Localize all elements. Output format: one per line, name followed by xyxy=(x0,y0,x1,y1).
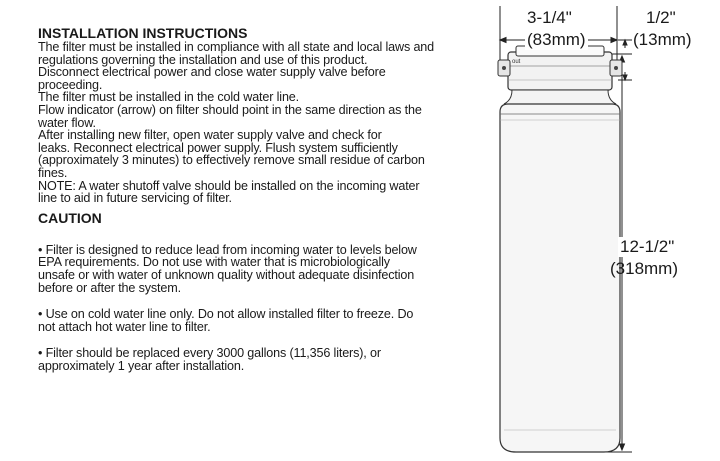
instruction-line: (approximately 3 minutes) to effectively remove small residue of carbon xyxy=(38,153,425,168)
instruction-line: proceeding. xyxy=(38,77,103,92)
instruction-line: Flow indicator (arrow) on filter should point in the same direction as the xyxy=(38,102,422,117)
installation-title: INSTALLATION INSTRUCTIONS xyxy=(38,25,248,41)
instruction-line: leaks. Reconnect electrical power supply. Flush system sufficiently xyxy=(38,140,398,155)
width-inches: 3-1/4" xyxy=(527,8,572,27)
caution-line: before or after the system. xyxy=(38,280,181,295)
height-mm: (318mm) xyxy=(610,259,679,278)
caution-line: • Filter is designed to reduce lead from incoming water to levels below xyxy=(38,242,417,257)
filter-head xyxy=(498,46,622,90)
caution-line: • Use on cold water line only. Do not allow installed filter to freeze. Do xyxy=(38,307,414,322)
caution-line: EPA requirements. Do not use with water that is microbiologically xyxy=(38,255,390,270)
caution-line: unsafe or with water of unknown quality without adequate disinfection xyxy=(38,267,415,282)
head-label: out xyxy=(512,59,521,65)
instruction-line: water flow. xyxy=(38,115,96,130)
instruction-line: NOTE: A water shutoff valve should be installed on the incoming water xyxy=(38,178,420,193)
instruction-line: The filter must be installed in the cold water line. xyxy=(38,90,299,105)
port-mm: (13mm) xyxy=(633,30,692,49)
caution-line: • Filter should be replaced every 3000 gallons (11,356 liters), or xyxy=(38,346,381,361)
instruction-line: After installing new filter, open water supply valve and check for xyxy=(38,128,382,143)
width-mm: (83mm) xyxy=(527,30,586,49)
filter-cartridge xyxy=(500,104,620,452)
caution-title: CAUTION xyxy=(38,209,102,226)
port-inches: 1/2" xyxy=(646,8,676,27)
instruction-line: regulations governing the installation and use of this product. xyxy=(38,52,368,67)
filter-neck xyxy=(504,90,616,104)
caution-line: not attach hot water line to filter. xyxy=(38,319,211,334)
instruction-line: fines. xyxy=(38,165,68,180)
instruction-line: Disconnect electrical power and close water supply valve before xyxy=(38,65,386,80)
caution-line: approximately 1 year after installation. xyxy=(38,358,245,373)
instruction-line: The filter must be installed in compliance with all state and local laws and xyxy=(38,40,435,54)
instruction-line: line to aid in future servicing of filter. xyxy=(38,191,232,206)
height-inches: 12-1/2" xyxy=(620,237,675,256)
